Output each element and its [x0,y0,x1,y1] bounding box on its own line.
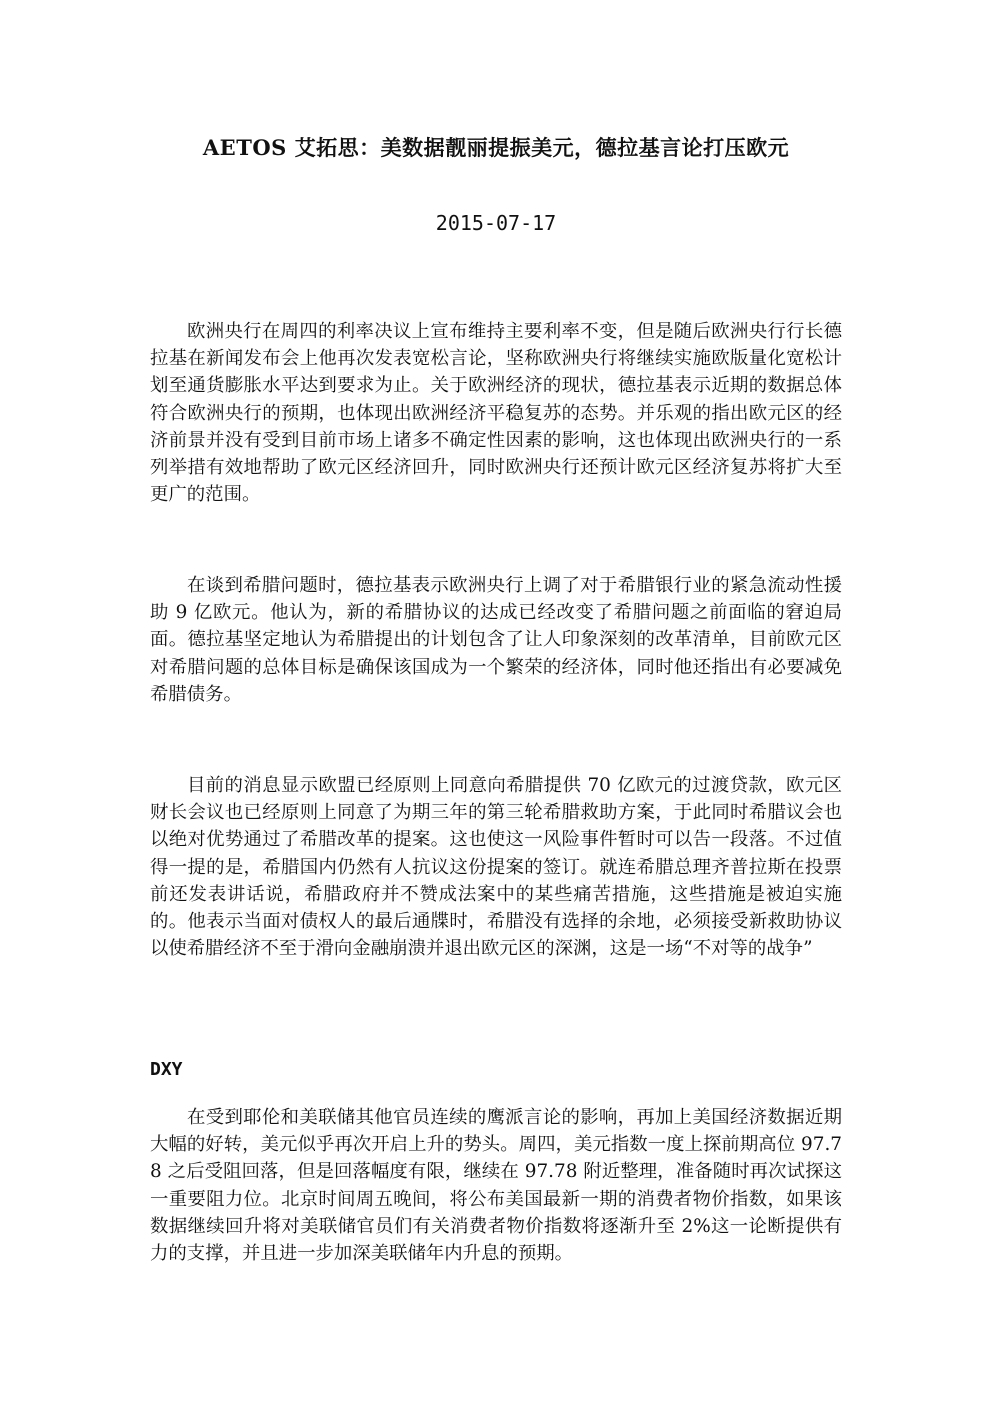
paragraph-greece-liquidity: 在谈到希腊问题时，德拉基表示欧洲央行上调了对于希腊银行业的紧急流动性援助 9 亿欧元。他认为，新的希腊协议的达成已经改变了希腊问题之前面临的窘迫局面。德拉基坚定地认为希腊提出的计划包含了让人印象深刻的改革清单，目前欧元区对希腊问题的总体目标是确保该国成为一个繁荣的经济体，同时他还指出有必要减免希腊债务。 [150,575,842,705]
section-heading-dxy: DXY [150,1059,183,1080]
document-date: 2015-07-17 [435,211,557,235]
paragraph-dxy: 在受到耶伦和美联储其他官员连续的鹰派言论的影响，再加上美国经济数据近期大幅的好转，美元似乎再次开启上升的势头。周四，美元指数一度上探前期高位 97.78 之后受阻回落，但是回落幅度有限，继续在 97.78 附近整理，准备随时再次试探这一重要阻力位。北京时间周五晚间，将公布美国最新一期的消费者物价指数，如果该数据继续回升将对美联储官员们有关消费者物价指数将逐渐升至 2%这一论断提供有力的支撑，并且进一步加深美联储年内升息的预期。 [150,1107,842,1265]
paragraph-greece-bailout: 目前的消息显示欧盟已经原则上同意向希腊提供 70 亿欧元的过渡贷款，欧元区财长会议也已经原则上同意了为期三年的第三轮希腊救助方案，于此同时希腊议会也以绝对优势通过了希腊改革的提案。这也使这一风险事件暂时可以告一段落。不过值得一提的是，希腊国内仍然有人抗议这份提案的签订。就连希腊总理齐普拉斯在投票前还发表讲话说，希腊政府并不赞成法案中的某些痛苦措施，这些措施是被迫实施的。他表示当面对债权人的最后通牒时，希腊没有选择的余地，必须接受新救助协议以使希腊经济不至于滑向金融崩溃并退出欧元区的深渊，这是一场“不对等的战争” [150,775,842,960]
paragraph-ecb-rate-decision: 欧洲央行在周四的利率决议上宣布维持主要利率不变，但是随后欧洲央行行长德拉基在新闻发布会上他再次发表宽松言论，坚称欧洲央行将继续实施欧版量化宽松计划至通货膨胀水平达到要求为止。关于欧洲经济的现状，德拉基表示近期的数据总体符合欧洲央行的预期，也体现出欧洲经济平稳复苏的态势。并乐观的指出欧元区的经济前景并没有受到目前市场上诸多不确定性因素的影响，这也体现出欧洲央行的一系列举措有效地帮助了欧元区经济回升，同时欧洲央行还预计欧元区经济复苏将扩大至更广的范围。 [150,321,842,506]
document-title: AETOS 艾拓思：美数据靓丽提振美元，德拉基言论打压欧元 [202,135,790,160]
